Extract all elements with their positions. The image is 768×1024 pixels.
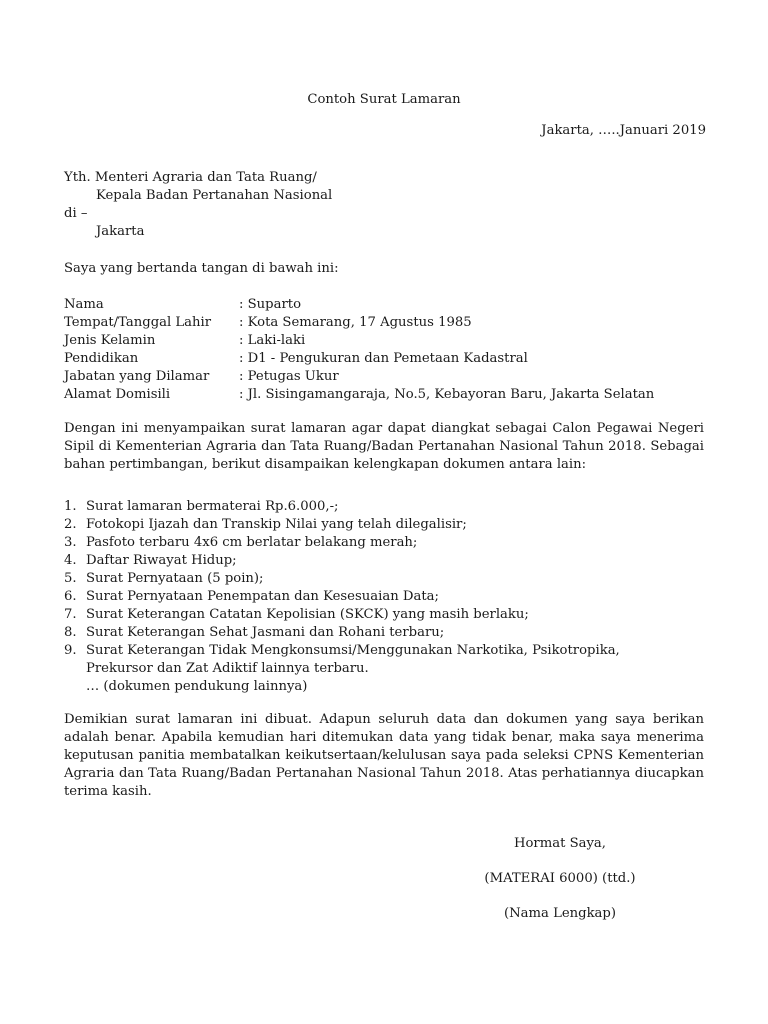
list-number: 4.	[64, 553, 77, 568]
list-text: Surat lamaran bermaterai Rp.6.000,-;	[86, 499, 339, 514]
recipient-block	[64, 169, 332, 241]
stamp-signature: (MATERAI 6000) (ttd.)	[484, 871, 636, 886]
identity-value: : D1 - Pengukuran dan Pemetaan Kadastral	[239, 351, 528, 366]
list-text: Surat Keterangan Sehat Jasmani dan Rohani terbaru;	[86, 625, 445, 640]
list-text: Daftar Riwayat Hidup;	[86, 553, 237, 568]
list-text: Fotokopi Ijazah dan Transkip Nilai yang telah dilegalisir;	[86, 517, 467, 532]
identity-value: : Suparto	[239, 297, 302, 312]
document-list	[64, 498, 724, 696]
identity-label: Alamat Domisili	[64, 387, 171, 402]
list-number: 2.	[64, 517, 77, 532]
list-continuation: … (dokumen pendukung lainnya)	[86, 679, 308, 694]
identity-label: Jabatan yang Dilamar	[64, 369, 210, 384]
recipient-line: di –	[64, 206, 88, 221]
list-text: Surat Pernyataan (5 poin);	[86, 571, 264, 586]
list-item	[64, 516, 724, 534]
list-text: Surat Pernyataan Penempatan dan Kesesuaian Data;	[86, 589, 439, 604]
list-number: 5.	[64, 571, 77, 586]
list-text: Pasfoto terbaru 4x6 cm berlatar belakang merah;	[86, 535, 418, 550]
identity-label: Tempat/Tanggal Lahir	[64, 315, 212, 330]
recipient-line: Jakarta	[96, 224, 145, 239]
list-number: 6.	[64, 589, 77, 604]
identity-row	[64, 314, 654, 332]
recipient-line: Kepala Badan Pertanahan Nasional	[96, 188, 333, 203]
identity-row	[64, 350, 654, 368]
identity-row	[64, 332, 654, 350]
list-continuation: Prekursor dan Zat Adiktif lainnya terbaru.	[86, 661, 369, 676]
identity-row	[64, 296, 654, 314]
list-text: Surat Keterangan Catatan Kepolisian (SKCK) yang masih berlaku;	[86, 607, 529, 622]
list-number: 3.	[64, 535, 77, 550]
identity-label: Jenis Kelamin	[64, 333, 156, 348]
page-title: Contoh Surat Lamaran	[307, 92, 461, 107]
identity-label: Nama	[64, 297, 104, 312]
list-number: 7.	[64, 607, 77, 622]
list-item	[64, 624, 724, 642]
signer-name: (Nama Lengkap)	[503, 906, 617, 921]
identity-value: : Laki-laki	[239, 333, 306, 348]
recipient-line: Yth. Menteri Agraria dan Tata Ruang/	[64, 170, 317, 185]
list-item	[64, 498, 724, 516]
list-item	[64, 588, 724, 606]
identity-row	[64, 386, 654, 404]
body-paragraph: Dengan ini menyampaikan surat lamaran agar dapat diangkat sebagai Calon Pegawai Negeri Sipil di Kementerian Agraria dan Tata Ruang/Badan Pertanahan Nasional Tahun 2018. Sebagai bahan pertimbangan, berikut disampaikan kelengkapan dokumen antara lain:	[64, 421, 704, 472]
list-item	[64, 606, 724, 624]
list-item	[64, 570, 724, 588]
list-number: 1.	[64, 499, 77, 514]
identity-value: : Jl. Sisingamangaraja, No.5, Kebayoran Baru, Jakarta Selatan	[239, 387, 655, 402]
identity-table	[64, 296, 654, 404]
identity-label: Pendidikan	[64, 351, 139, 366]
list-number: 9.	[64, 643, 77, 658]
intro-text: Saya yang bertanda tangan di bawah ini:	[64, 261, 339, 276]
list-text: Surat Keterangan Tidak Mengkonsumsi/Menggunakan Narkotika, Psikotropika,	[86, 643, 620, 658]
list-number: 8.	[64, 625, 77, 640]
list-item	[64, 552, 724, 570]
letter-date: Jakarta, …..Januari 2019	[541, 123, 706, 138]
identity-value: : Kota Semarang, 17 Agustus 1985	[239, 315, 472, 330]
identity-row	[64, 368, 654, 386]
list-item	[64, 642, 724, 660]
list-item	[64, 534, 724, 552]
identity-value: : Petugas Ukur	[239, 369, 339, 384]
closing-paragraph: Demikian surat lamaran ini dibuat. Adapun seluruh data dan dokumen yang saya berikan adalah benar. Apabila kemudian hari ditemukan data yang tidak benar, maka saya menerima keputusan panitia membatalkan keikutsertaan/kelulusan saya pada seleksi CPNS Kementerian Agraria dan Tata Ruang/Badan Pertanahan Nasional Tahun 2018. Atas perhatiannya diucapkan terima kasih.	[64, 712, 704, 799]
closing-greeting: Hormat Saya,	[513, 836, 606, 851]
